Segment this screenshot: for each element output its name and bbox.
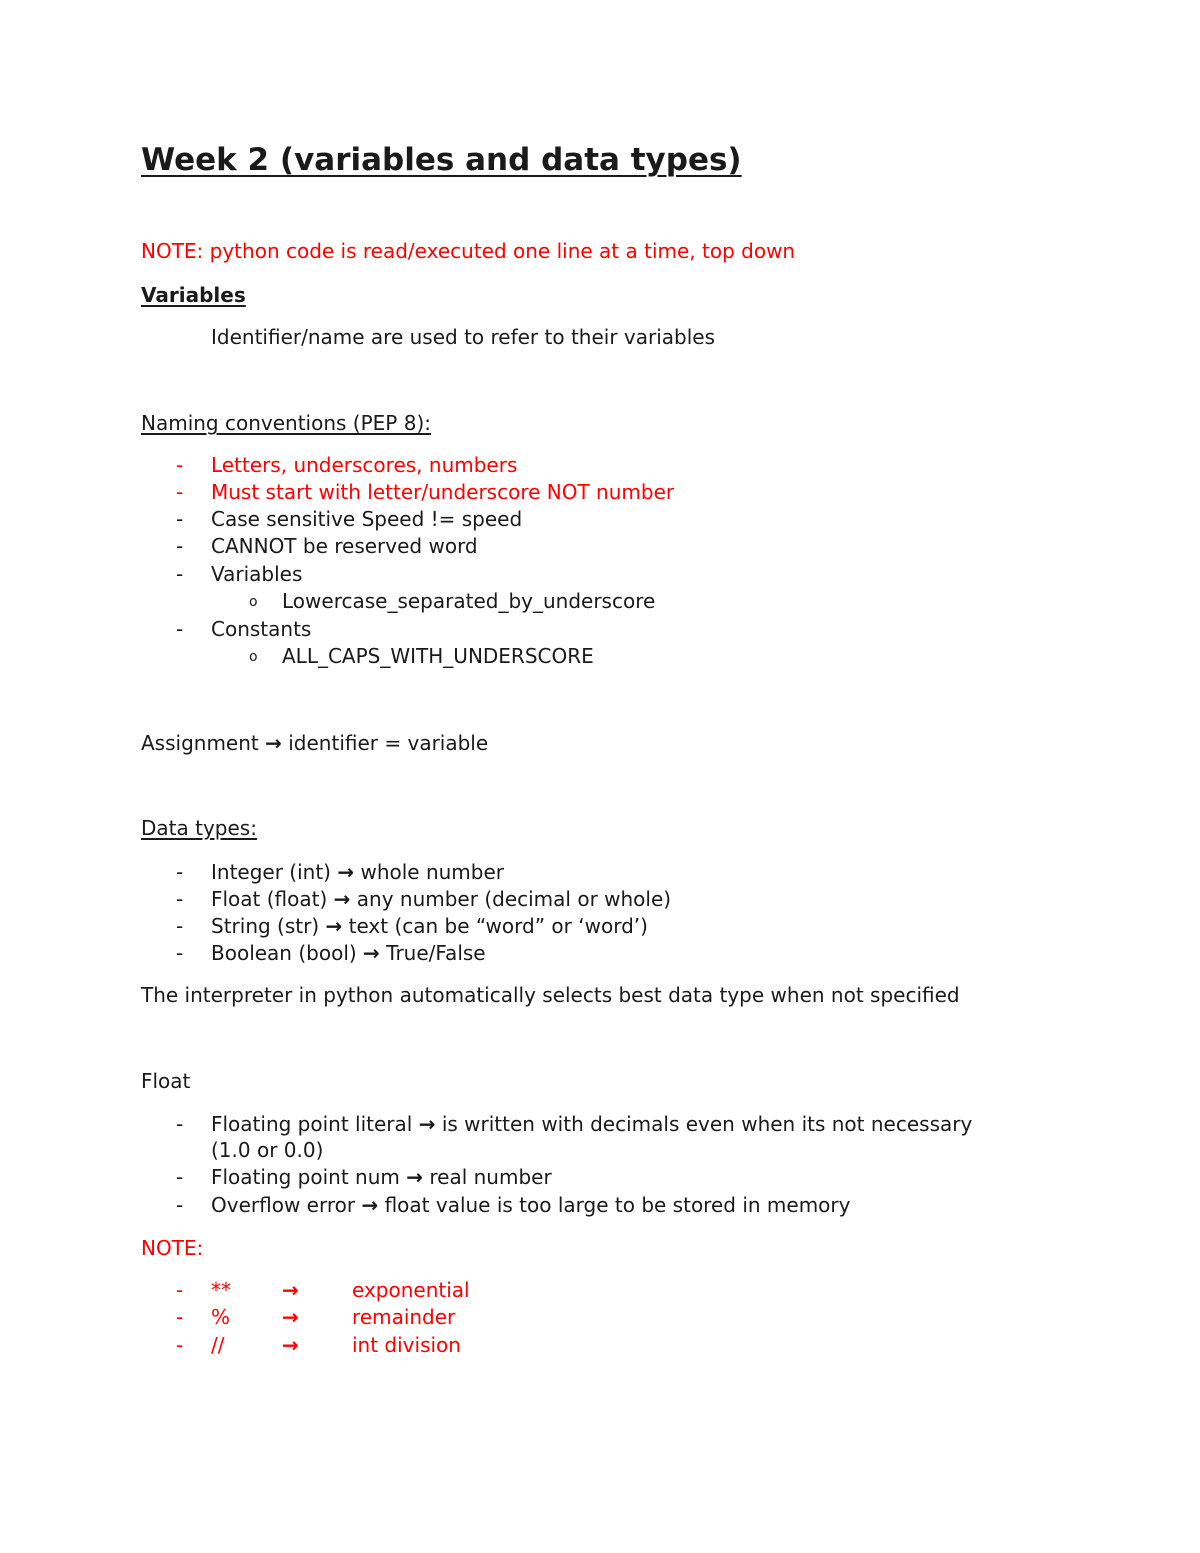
arrow-icon: →: [282, 1278, 299, 1302]
arrow-icon: →: [333, 887, 351, 911]
list-bullet: -: [176, 914, 184, 938]
operator-symbol: //: [211, 1333, 225, 1357]
assignment-line: [141, 730, 488, 756]
float-desc: is written with decimals even when its not necessary: [441, 1112, 973, 1136]
data-type-desc: True/False: [386, 941, 486, 965]
float-item: [211, 1192, 850, 1218]
arrow-icon: →: [406, 1165, 424, 1189]
assignment-value: identifier = variable: [288, 731, 489, 755]
interpreter-note: The interpreter in python automatically selects best data type when not specified: [141, 983, 960, 1007]
list-bullet: -: [176, 860, 184, 884]
naming-item: Must start with letter/underscore NOT number: [211, 480, 675, 504]
naming-item: CANNOT be reserved word: [211, 534, 478, 558]
list-bullet: -: [176, 453, 184, 477]
naming-sub-item: ALL_CAPS_WITH_UNDERSCORE: [282, 644, 594, 668]
assignment-label: Assignment: [141, 731, 259, 755]
data-type-item: [211, 913, 648, 939]
float-heading: Float: [141, 1069, 191, 1093]
arrow-icon: →: [337, 860, 355, 884]
list-bullet: -: [176, 480, 184, 504]
variables-heading: Variables: [141, 283, 246, 307]
float-term: Overflow error: [211, 1193, 356, 1217]
operator-symbol: %: [211, 1305, 231, 1329]
page-title: Week 2 (variables and data types): [141, 142, 742, 178]
list-bullet: -: [176, 1305, 184, 1329]
float-item: [211, 1164, 552, 1190]
arrow-icon: →: [418, 1112, 436, 1136]
data-type-item: [211, 886, 671, 912]
list-bullet: -: [176, 507, 184, 531]
variables-description: Identifier/name are used to refer to their variables: [211, 325, 716, 349]
sub-bullet: o: [249, 594, 258, 610]
data-type-name: Boolean (bool): [211, 941, 357, 965]
float-term: Floating point literal: [211, 1112, 413, 1136]
arrow-icon: →: [265, 731, 282, 755]
list-bullet: -: [176, 1333, 184, 1357]
data-type-desc: any number (decimal or whole): [356, 887, 672, 911]
list-bullet: -: [176, 1112, 184, 1136]
float-item-continuation: (1.0 or 0.0): [211, 1138, 324, 1162]
data-type-desc: whole number: [360, 860, 505, 884]
sub-bullet: o: [249, 649, 258, 665]
naming-item: Constants: [211, 617, 312, 641]
data-types-heading: Data types:: [141, 816, 257, 840]
list-bullet: -: [176, 1278, 184, 1302]
data-type-name: Integer (int): [211, 860, 331, 884]
data-type-item: [211, 940, 486, 966]
naming-sub-item: Lowercase_separated_by_underscore: [282, 589, 656, 613]
naming-item: Case sensitive Speed != speed: [211, 507, 523, 531]
float-desc: real number: [429, 1165, 552, 1189]
arrow-icon: →: [282, 1333, 299, 1357]
list-bullet: -: [176, 617, 184, 641]
operator-symbol: **: [211, 1278, 231, 1302]
data-type-name: String (str): [211, 914, 320, 938]
list-bullet: -: [176, 941, 184, 965]
data-type-item: [211, 859, 504, 885]
list-bullet: -: [176, 562, 184, 586]
operator-meaning: int division: [352, 1333, 461, 1357]
naming-heading: Naming conventions (PEP 8):: [141, 411, 431, 435]
data-type-desc: text (can be “word” or ‘word’): [348, 914, 648, 938]
arrow-icon: →: [363, 941, 380, 965]
naming-item: Letters, underscores, numbers: [211, 453, 518, 477]
list-bullet: -: [176, 1165, 184, 1189]
data-type-name: Float (float): [211, 887, 328, 911]
list-bullet: -: [176, 1193, 184, 1217]
arrow-icon: →: [282, 1305, 299, 1329]
arrow-icon: →: [325, 914, 343, 938]
operators-note-heading: NOTE:: [141, 1236, 204, 1260]
list-bullet: -: [176, 534, 184, 558]
float-item: [211, 1111, 972, 1137]
operator-meaning: remainder: [352, 1305, 456, 1329]
arrow-icon: →: [361, 1193, 379, 1217]
float-term: Floating point num: [211, 1165, 400, 1189]
note-top-down: NOTE: python code is read/executed one line at a time, top down: [141, 239, 796, 263]
list-bullet: -: [176, 887, 184, 911]
float-desc: float value is too large to be stored in memory: [384, 1193, 851, 1217]
naming-item: Variables: [211, 562, 303, 586]
operator-meaning: exponential: [352, 1278, 470, 1302]
